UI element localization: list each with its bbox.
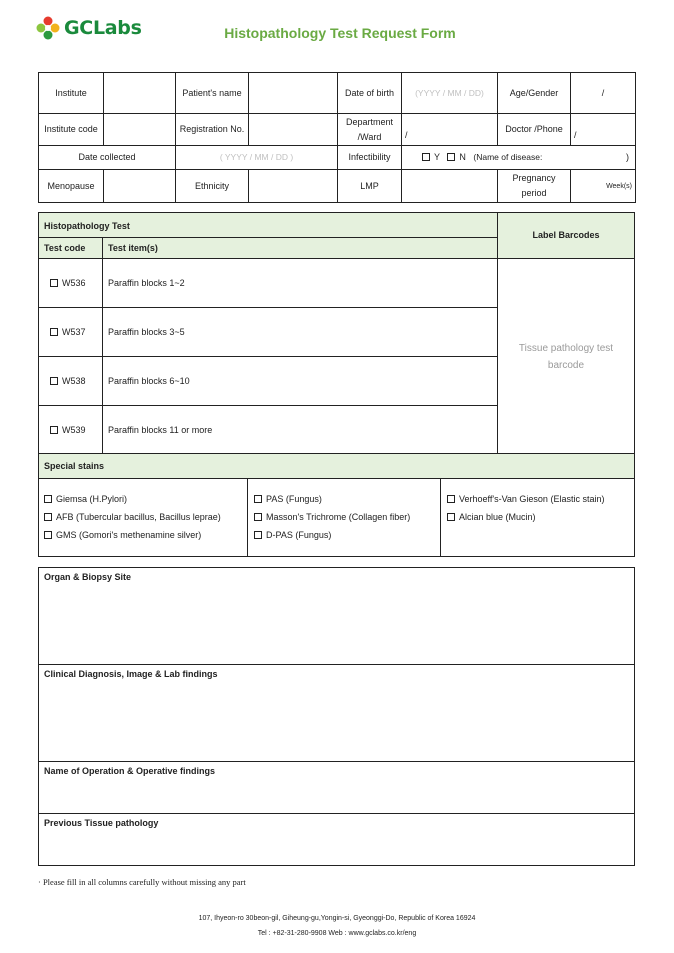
registration-no-field[interactable] [249, 114, 338, 146]
registration-no-label: Registration No. [176, 114, 249, 146]
infectibility-options [402, 146, 636, 170]
stain-label: PAS (Fungus) [266, 494, 322, 504]
infectibility-n-label: N [459, 152, 466, 162]
stain-label: Alcian blue (Mucin) [459, 512, 536, 522]
page-title: Histopathology Test Request Form [224, 25, 456, 41]
age-gender-label: Age/Gender [498, 73, 571, 114]
stain-option [44, 530, 201, 540]
test-checkbox-w537[interactable] [50, 328, 58, 336]
institute-field[interactable] [104, 73, 176, 114]
infectibility-y-checkbox[interactable] [422, 153, 430, 161]
stain-label: Masson's Trichrome (Collagen fiber) [266, 512, 411, 522]
institute-code-field[interactable] [104, 114, 176, 146]
fill-in-note: · Please fill in all columns carefully without missing any part [38, 877, 246, 887]
stain-label: AFB (Tubercular bacillus, Bacillus leprae) [56, 512, 221, 522]
stain-option [254, 530, 331, 540]
date-of-birth-label: Date of birth [338, 73, 402, 114]
stain-option [447, 512, 536, 522]
stain-label: D-PAS (Fungus) [266, 530, 332, 540]
ethnicity-field[interactable] [249, 170, 338, 203]
menopause-label: Menopause [39, 170, 104, 203]
stain-option [44, 512, 221, 522]
histopathology-test-heading: Histopathology Test [44, 221, 130, 231]
infectibility-n-checkbox[interactable] [447, 153, 455, 161]
test-code: W539 [62, 425, 86, 435]
stain-label: Verhoeff's-Van Gieson (Elastic stain) [459, 494, 605, 504]
stain-option [254, 512, 410, 522]
department-ward-label: Department /Ward [338, 114, 402, 146]
doctor-phone-label: Doctor /Phone [498, 114, 571, 146]
test-row [50, 425, 86, 435]
stain-label: Giemsa (H.Pylori) [56, 494, 128, 504]
patients-name-label: Patient's name [176, 73, 249, 114]
lmp-field[interactable] [402, 170, 498, 203]
pregnancy-period-field[interactable]: Week(s) [571, 170, 636, 203]
organ-biopsy-site-field[interactable] [40, 586, 632, 661]
test-item: Paraffin blocks 6~10 [108, 376, 190, 386]
special-stains-header-bg [39, 454, 634, 478]
test-code: W537 [62, 327, 86, 337]
stain-checkbox[interactable] [447, 513, 455, 521]
footer-address: 107, Ihyeon-ro 30beon-gil, Giheung-gu,Yongin-si, Gyeonggi-Do, Republic of Korea 16924 [198, 915, 476, 922]
footer-contact: Tel : +82-31-280-9908 Web : www.gclabs.co.kr/eng [257, 930, 417, 937]
stain-checkbox[interactable] [44, 495, 52, 503]
logo-text-gc: GC [64, 17, 93, 39]
stain-option [254, 494, 322, 504]
age-gender-field[interactable]: / [571, 73, 636, 114]
pregnancy-period-label: Pregnancy period [498, 170, 571, 203]
department-ward-field[interactable]: / [402, 114, 498, 146]
date-collected-field[interactable]: ( YYYY / MM / DD ) [176, 146, 338, 170]
clinical-diagnosis-label: Clinical Diagnosis, Image & Lab findings [44, 669, 218, 679]
test-checkbox-w536[interactable] [50, 279, 58, 287]
institute-code-label: Institute code [39, 114, 104, 146]
stain-checkbox[interactable] [254, 531, 262, 539]
previous-tissue-pathology-field[interactable] [40, 832, 632, 863]
menopause-field[interactable] [104, 170, 176, 203]
name-of-disease-label: (Name of disease: [473, 152, 543, 162]
operation-findings-label: Name of Operation & Operative findings [44, 766, 216, 776]
test-code: W538 [62, 376, 86, 386]
date-collected-label: Date collected [39, 146, 176, 170]
test-row [50, 327, 86, 337]
stain-label: GMS (Gomori's methenamine silver) [56, 530, 202, 540]
test-row [50, 278, 86, 288]
test-items-header: Test item(s) [108, 243, 158, 253]
stain-checkbox[interactable] [254, 513, 262, 521]
stain-checkbox[interactable] [254, 495, 262, 503]
logo-text-labs: Labs [92, 17, 142, 39]
test-item: Paraffin blocks 11 or more [108, 425, 213, 435]
test-checkbox-w538[interactable] [50, 377, 58, 385]
ethnicity-label: Ethnicity [176, 170, 249, 203]
test-code-header: Test code [44, 243, 86, 253]
stain-checkbox[interactable] [44, 513, 52, 521]
institute-label: Institute [39, 73, 104, 114]
infectibility-label: Infectibility [338, 146, 402, 170]
test-item: Paraffin blocks 3~5 [108, 327, 185, 337]
test-checkbox-w539[interactable] [50, 426, 58, 434]
lmp-label: LMP [338, 170, 402, 203]
infectibility-y-label: Y [434, 152, 440, 162]
organ-biopsy-site-label: Organ & Biopsy Site [44, 572, 132, 582]
patients-name-field[interactable] [249, 73, 338, 114]
stain-checkbox[interactable] [44, 531, 52, 539]
special-stains-heading: Special stains [44, 461, 105, 471]
label-barcodes-header: Label Barcodes [532, 230, 600, 240]
clinical-diagnosis-field[interactable] [40, 683, 632, 758]
previous-tissue-pathology-label: Previous Tissue pathology [44, 818, 159, 828]
test-item: Paraffin blocks 1~2 [108, 278, 185, 288]
date-of-birth-field[interactable]: (YYYY / MM / DD) [402, 73, 498, 114]
patient-info-table [38, 72, 636, 203]
stain-option [447, 494, 604, 504]
test-row [50, 376, 86, 386]
stain-option [44, 494, 127, 504]
operation-findings-field[interactable] [40, 780, 632, 810]
test-code: W536 [62, 278, 86, 288]
doctor-phone-field[interactable]: / [571, 114, 636, 146]
barcode-placeholder: Tissue pathology test barcode [518, 343, 614, 371]
name-of-disease-close: ) [626, 152, 629, 162]
stain-checkbox[interactable] [447, 495, 455, 503]
